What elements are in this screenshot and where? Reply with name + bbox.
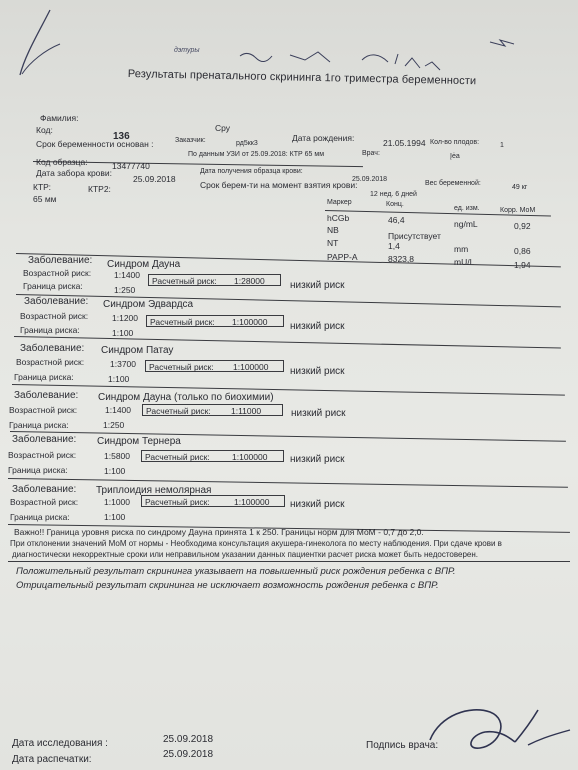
border-risk-label: Граница риска:: [14, 372, 74, 382]
calc-risk-value: 1:100000: [232, 317, 268, 327]
marker-unit: mU/L: [454, 257, 475, 267]
calc-risk-label: Расчетный риск:: [145, 497, 210, 507]
code-value: 136: [113, 131, 130, 142]
age-risk-value: 1:1000: [104, 497, 130, 507]
surname-value: Сру: [215, 123, 231, 133]
sample-code-label: Код образца:: [36, 157, 88, 167]
age-risk-value: 1:1400: [114, 270, 140, 280]
weight-label: Вес беременной:: [425, 180, 481, 187]
age-risk-value: 1:5800: [104, 451, 130, 461]
marker-name: NT: [327, 238, 339, 248]
mom-header: Корр. МоМ: [500, 207, 536, 214]
doctor-signature-image: [420, 690, 578, 770]
disease-label: Заболевание:: [12, 484, 77, 495]
receipt-date-value: 25.09.2018: [352, 176, 388, 183]
block-rule: [10, 431, 566, 442]
calc-risk-box: [146, 315, 284, 327]
marker-header: Маркер: [327, 199, 352, 206]
marker-mom: 0,92: [514, 221, 531, 231]
calc-risk-value: 1:28000: [234, 276, 265, 286]
calc-risk-box: [148, 274, 281, 286]
border-risk-value: 1:100: [108, 374, 130, 384]
doctor-value: Įėа: [450, 153, 460, 160]
marker-conc: 8323,8: [388, 254, 414, 264]
disease-name: Синдром Дауна: [107, 259, 181, 270]
block-rule: [16, 294, 561, 307]
blood-date-value: 25.09.2018: [133, 174, 176, 184]
calc-risk-box: [141, 450, 284, 462]
marker-name: NB: [327, 225, 339, 235]
notes-rule: [8, 561, 570, 562]
age-risk-value: 1:3700: [110, 359, 136, 369]
marker-name: hCGb: [327, 213, 350, 223]
note-line-2: При отклонении значений МоМ от нормы - Необходима консультация акушера-гинеколога по месту наблюдения. При сдаче крови в: [10, 539, 502, 548]
risk-result: низкий риск: [291, 408, 346, 419]
border-risk-value: 1:250: [114, 285, 136, 295]
print-date-label: Дата распечатки:: [12, 754, 92, 765]
birthdate-value: 21.05.1994: [383, 138, 426, 148]
border-risk-value: 1:100: [104, 512, 126, 522]
marker-conc: Присутствует: [388, 231, 441, 241]
border-risk-label: Граница риска:: [9, 420, 69, 430]
weight-value: 49 кг: [512, 184, 528, 191]
note-line-1: Важно!! Граница уровня риска по синдрому Дауна принята 1 к 250. Границы норм для МоМ - 0,7 до 2,0.: [14, 527, 424, 537]
calc-risk-value: 1:100000: [232, 452, 268, 462]
block-rule: [16, 253, 561, 267]
age-risk-label: Возрастной риск:: [9, 405, 78, 415]
birthdate-label: Дата рождения:: [292, 133, 355, 143]
marker-conc: 1,4: [388, 241, 400, 251]
unit-header: ед. изм.: [454, 205, 480, 212]
code-label: Код:: [36, 125, 53, 135]
disease-name: Синдром Тернера: [97, 436, 181, 447]
fetus-count-label: Кол-во плодов:: [430, 139, 480, 146]
calc-risk-label: Расчетный риск:: [150, 317, 215, 327]
block-rule: [8, 478, 568, 488]
age-risk-value: 1:1400: [105, 405, 131, 415]
border-risk-label: Граница риска:: [8, 465, 68, 475]
age-risk-label: Возрастной риск:: [23, 268, 92, 278]
disease-label: Заболевание:: [14, 390, 79, 401]
marker-mom: 0,86: [514, 246, 531, 256]
calc-risk-value: 1:100000: [234, 497, 270, 507]
block-rule: [12, 384, 565, 396]
disease-label: Заболевание:: [12, 434, 77, 445]
conc-header: Конц.: [386, 201, 404, 208]
disease-label: Заболевание:: [24, 296, 89, 307]
age-risk-label: Возрастной риск:: [8, 450, 77, 460]
border-risk-label: Граница риска:: [20, 325, 80, 335]
calc-risk-box: [142, 404, 283, 416]
blood-date-label: Дата забора крови:: [36, 168, 113, 178]
page-title: Результаты пренатального скрининга 1го триместра беременности: [127, 68, 477, 88]
marker-name: PAPP-A: [327, 252, 358, 262]
risk-result: низкий риск: [290, 499, 345, 510]
calc-risk-label: Расчетный риск:: [145, 452, 210, 462]
block-rule: [14, 336, 561, 348]
calc-risk-box: [145, 360, 284, 372]
surname-label: Фамилия:: [40, 113, 79, 123]
risk-result: низкий риск: [290, 321, 345, 332]
border-risk-value: 1:100: [112, 328, 134, 338]
fetus-count-value: 1: [500, 142, 504, 149]
calc-risk-value: 1:100000: [233, 362, 269, 372]
calc-risk-label: Расчетный риск:: [149, 362, 214, 372]
disease-name: Синдром Эдвардса: [103, 299, 194, 310]
term-at-draw-label: Срок берем-ти на момент взятия крови:: [200, 180, 358, 190]
note-line-3: диагностически некорректные сроки или неправильном указании данных пациентки расчет риска может быть недостоверен.: [12, 550, 478, 559]
age-risk-value: 1:1200: [112, 313, 138, 323]
marker-unit: ng/mL: [454, 219, 478, 229]
border-risk-label: Граница риска:: [10, 512, 70, 522]
ktr-value: 65 мм: [33, 194, 57, 204]
border-risk-value: 1:250: [103, 420, 125, 430]
print-date-value: 25.09.2018: [163, 749, 214, 760]
calc-risk-box: [141, 495, 285, 507]
customer-value: рд5кк3: [236, 140, 258, 147]
marker-conc: 46,4: [388, 215, 405, 225]
study-date-value: 25.09.2018: [163, 734, 214, 745]
ktr2-label: КТР2:: [88, 184, 111, 194]
disease-label: Заболевание:: [20, 343, 85, 354]
note-positive: Положительный результат скрининга указывает на повышенный риск рождения ребенка с ВПР.: [16, 566, 456, 577]
marker-unit: mm: [454, 244, 469, 254]
sample-code-value: 13477740: [112, 161, 150, 171]
age-risk-label: Возрастной риск:: [10, 497, 79, 507]
age-risk-label: Возрастной риск:: [20, 311, 89, 321]
border-risk-label: Граница риска:: [23, 281, 83, 291]
top-scribble-text: дэтуры: [174, 47, 200, 54]
term-at-draw-value: 12 нед. 6 дней: [370, 191, 417, 198]
risk-result: низкий риск: [290, 454, 345, 465]
calc-risk-label: Расчетный риск:: [152, 276, 217, 286]
risk-result: низкий риск: [290, 366, 345, 377]
border-risk-value: 1:100: [104, 466, 126, 476]
ktr-label: КТР:: [33, 182, 51, 192]
doctor-label: Врач:: [362, 150, 380, 157]
age-risk-label: Возрастной риск:: [16, 357, 85, 367]
term-basis-value: По данным УЗИ от 25.09.2018: КТР 65 мм: [188, 151, 325, 158]
calc-risk-value: 1:11000: [231, 406, 262, 416]
risk-result: низкий риск: [290, 280, 345, 291]
receipt-date-label: Дата получения образца крови:: [200, 168, 303, 175]
note-negative: Отрицательный результат скрининга не исключает возможность рождения ребенка с ВПР.: [16, 580, 439, 591]
signature-label: Подпись врача:: [366, 740, 439, 751]
customer-label: Заказчик:: [175, 137, 206, 144]
disease-label: Заболевание:: [28, 255, 93, 266]
disease-name: Синдром Патау: [101, 345, 174, 356]
disease-name: Синдром Дауна (только по биохимии): [98, 392, 274, 403]
term-basis-label: Срок беременности основан :: [36, 139, 154, 149]
disease-name: Триплоидия немолярная: [96, 485, 212, 496]
calc-risk-label: Расчетный риск:: [146, 406, 211, 416]
study-date-label: Дата исследования :: [12, 738, 108, 749]
